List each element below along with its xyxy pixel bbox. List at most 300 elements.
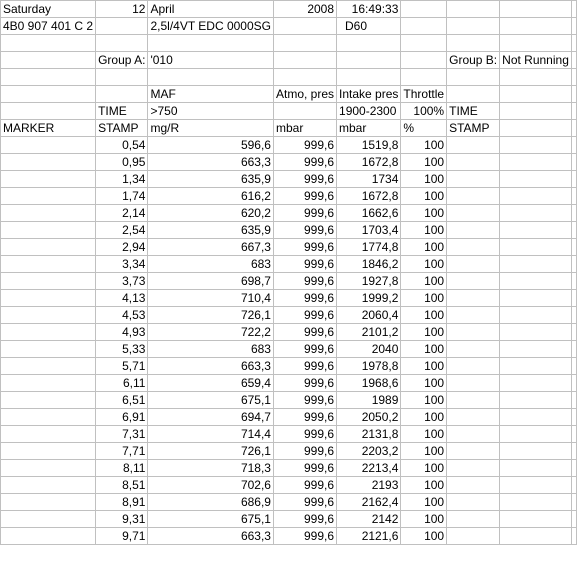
- cell-empty[interactable]: [96, 86, 148, 103]
- cell-empty[interactable]: [447, 426, 500, 443]
- cell-time-stamp[interactable]: 8,91: [96, 494, 148, 511]
- cell-maf[interactable]: 596,6: [148, 137, 274, 154]
- table-row: [1, 154, 577, 171]
- cell-empty[interactable]: [500, 426, 572, 443]
- cell-group-a-label[interactable]: Group A:: [96, 52, 148, 69]
- cell-empty[interactable]: [1, 256, 96, 273]
- cell-intake[interactable]: 2162,4: [337, 494, 401, 511]
- cell-empty[interactable]: [447, 86, 500, 103]
- cell-throttle[interactable]: 100: [401, 256, 447, 273]
- cell-year[interactable]: 2008: [273, 1, 336, 18]
- table-row: [1, 290, 577, 307]
- cell-empty[interactable]: [447, 375, 500, 392]
- table-row: [1, 307, 577, 324]
- cell-empty[interactable]: [447, 358, 500, 375]
- cell-intake-spec[interactable]: 1900-2300: [337, 103, 401, 120]
- cell-empty[interactable]: [447, 222, 500, 239]
- cell-empty[interactable]: [447, 188, 500, 205]
- table-row: [1, 171, 577, 188]
- col-stamp-b[interactable]: STAMP: [447, 120, 500, 137]
- cell-time-stamp[interactable]: 7,31: [96, 426, 148, 443]
- cell-time-stamp[interactable]: 2,14: [96, 205, 148, 222]
- cell-maf[interactable]: 616,2: [148, 188, 274, 205]
- cell-time-stamp[interactable]: 6,51: [96, 392, 148, 409]
- cell-maf[interactable]: 702,6: [148, 477, 274, 494]
- cell-empty[interactable]: [571, 256, 576, 273]
- header-row-2: [1, 18, 577, 35]
- table-row: [1, 460, 577, 477]
- cell-empty[interactable]: [273, 18, 336, 35]
- cell-intake[interactable]: 1999,2: [337, 290, 401, 307]
- group-row: [1, 52, 577, 69]
- cell-empty[interactable]: [500, 1, 572, 18]
- cell-empty[interactable]: [401, 18, 447, 35]
- table-row: [1, 409, 577, 426]
- cell-empty[interactable]: [500, 324, 572, 341]
- cell-intake[interactable]: 1734: [337, 171, 401, 188]
- cell-maf[interactable]: 675,1: [148, 511, 274, 528]
- cell-empty[interactable]: [571, 239, 576, 256]
- cell-empty[interactable]: [571, 18, 576, 35]
- cell-atmo[interactable]: 999,6: [273, 477, 336, 494]
- cell-empty[interactable]: [1, 86, 96, 103]
- cell-empty[interactable]: [447, 528, 500, 545]
- cell-time-stamp[interactable]: 4,93: [96, 324, 148, 341]
- cell-empty[interactable]: [447, 239, 500, 256]
- cell-atmo[interactable]: 999,6: [273, 375, 336, 392]
- cell-empty[interactable]: [1, 273, 96, 290]
- cell-empty[interactable]: [571, 341, 576, 358]
- col-marker[interactable]: MARKER: [1, 120, 96, 137]
- table-row: [1, 324, 577, 341]
- cell-maf[interactable]: 663,3: [148, 154, 274, 171]
- cell-empty[interactable]: [500, 256, 572, 273]
- cell-atmo[interactable]: 999,6: [273, 205, 336, 222]
- cell-empty[interactable]: [571, 273, 576, 290]
- cell-empty[interactable]: [401, 1, 447, 18]
- cell-empty[interactable]: [500, 392, 572, 409]
- cell-maf[interactable]: 659,4: [148, 375, 274, 392]
- cell-maf[interactable]: 698,7: [148, 273, 274, 290]
- cell-maf[interactable]: 726,1: [148, 307, 274, 324]
- cell-intake[interactable]: 1703,4: [337, 222, 401, 239]
- cell-empty[interactable]: [1, 239, 96, 256]
- cell-time-stamp[interactable]: 5,33: [96, 341, 148, 358]
- cell-intake[interactable]: 1978,8: [337, 358, 401, 375]
- cell-intake[interactable]: 2060,4: [337, 307, 401, 324]
- cell-empty[interactable]: [1, 154, 96, 171]
- cell-maf[interactable]: 686,9: [148, 494, 274, 511]
- cell-empty[interactable]: [500, 103, 572, 120]
- cell-maf[interactable]: 635,9: [148, 222, 274, 239]
- cell-group-b-value[interactable]: Not Running: [500, 52, 572, 69]
- cell-empty[interactable]: [1, 137, 96, 154]
- table-row: [1, 426, 577, 443]
- cell-empty[interactable]: [1, 341, 96, 358]
- table-row: [1, 188, 577, 205]
- cell-intake[interactable]: 2121,6: [337, 528, 401, 545]
- cell-empty[interactable]: [500, 443, 572, 460]
- cell-time-stamp[interactable]: 6,11: [96, 375, 148, 392]
- cell-empty[interactable]: [571, 443, 576, 460]
- cell-intake[interactable]: 1968,6: [337, 375, 401, 392]
- cell-atmo-unit[interactable]: mbar: [273, 120, 336, 137]
- cell-empty[interactable]: [500, 120, 572, 137]
- col-time[interactable]: TIME: [96, 103, 148, 120]
- cell-empty[interactable]: [500, 341, 572, 358]
- cell-empty[interactable]: [571, 52, 576, 69]
- cell-atmo[interactable]: 999,6: [273, 511, 336, 528]
- cell-maf-spec[interactable]: >750: [148, 103, 274, 120]
- cell-time-stamp[interactable]: 6,91: [96, 409, 148, 426]
- cell-empty[interactable]: [571, 477, 576, 494]
- cell-engine-code[interactable]: [337, 18, 401, 35]
- cell-maf[interactable]: 722,2: [148, 324, 274, 341]
- cell-atmo[interactable]: 999,6: [273, 426, 336, 443]
- cell-empty[interactable]: [1, 494, 96, 511]
- cell-empty[interactable]: [1, 188, 96, 205]
- cell-intake[interactable]: 1672,8: [337, 188, 401, 205]
- cell-empty[interactable]: [447, 511, 500, 528]
- cell-empty[interactable]: [447, 137, 500, 154]
- cell-empty[interactable]: [500, 86, 572, 103]
- cell-throttle[interactable]: 100: [401, 341, 447, 358]
- cell-empty[interactable]: [447, 256, 500, 273]
- cell-atmo[interactable]: 999,6: [273, 358, 336, 375]
- cell-intake[interactable]: 1989: [337, 392, 401, 409]
- cell-empty[interactable]: [273, 103, 336, 120]
- cell-throttle[interactable]: 100: [401, 273, 447, 290]
- cell-time-stamp[interactable]: 1,74: [96, 188, 148, 205]
- cell-atmo[interactable]: 999,6: [273, 341, 336, 358]
- cell-maf[interactable]: 683: [148, 256, 274, 273]
- cell-empty[interactable]: [401, 52, 447, 69]
- cell-empty[interactable]: [500, 460, 572, 477]
- cell-date-num[interactable]: 12: [96, 1, 148, 18]
- cell-empty[interactable]: [447, 324, 500, 341]
- cell-empty[interactable]: [1, 324, 96, 341]
- cell-empty[interactable]: [1, 426, 96, 443]
- table-row: [1, 494, 577, 511]
- cell-empty[interactable]: [571, 86, 576, 103]
- cell-empty[interactable]: [447, 443, 500, 460]
- col-throttle[interactable]: Throttle: [401, 86, 447, 103]
- spec-row: [1, 103, 577, 120]
- cell-empty[interactable]: [571, 1, 576, 18]
- cell-maf[interactable]: 620,2: [148, 205, 274, 222]
- cell-empty[interactable]: [447, 409, 500, 426]
- cell-empty[interactable]: [571, 358, 576, 375]
- cell-empty[interactable]: [500, 18, 572, 35]
- cell-throttle[interactable]: 100: [401, 171, 447, 188]
- cell-intake[interactable]: 2101,2: [337, 324, 401, 341]
- header-row-1: [1, 1, 577, 18]
- cell-atmo[interactable]: 999,6: [273, 290, 336, 307]
- table-row: [1, 137, 577, 154]
- cell-throttle[interactable]: 100: [401, 290, 447, 307]
- cell-time-stamp[interactable]: 0,54: [96, 137, 148, 154]
- cell-atmo[interactable]: 999,6: [273, 154, 336, 171]
- cell-empty[interactable]: [500, 511, 572, 528]
- cell-maf[interactable]: 667,3: [148, 239, 274, 256]
- cell-throttle[interactable]: 100: [401, 511, 447, 528]
- cell-time[interactable]: 16:49:33: [337, 1, 401, 18]
- table-row: [1, 222, 577, 239]
- cell-empty[interactable]: [447, 341, 500, 358]
- cell-empty[interactable]: [447, 273, 500, 290]
- cell-maf[interactable]: 675,1: [148, 392, 274, 409]
- cell-atmo[interactable]: 999,6: [273, 392, 336, 409]
- cell-maf[interactable]: 663,3: [148, 358, 274, 375]
- col-time-b[interactable]: TIME: [447, 103, 500, 120]
- cell-empty[interactable]: [500, 477, 572, 494]
- cell-empty[interactable]: [500, 188, 572, 205]
- cell-atmo[interactable]: 999,6: [273, 460, 336, 477]
- cell-empty[interactable]: [571, 511, 576, 528]
- cell-empty[interactable]: [500, 409, 572, 426]
- cell-empty[interactable]: [447, 290, 500, 307]
- cell-empty[interactable]: [447, 1, 500, 18]
- cell-atmo[interactable]: 999,6: [273, 137, 336, 154]
- cell-empty[interactable]: [1, 443, 96, 460]
- cell-atmo[interactable]: 999,6: [273, 494, 336, 511]
- cell-empty[interactable]: [571, 290, 576, 307]
- cell-atmo[interactable]: 999,6: [273, 273, 336, 290]
- table-row: [1, 358, 577, 375]
- cell-intake[interactable]: 1774,8: [337, 239, 401, 256]
- cell-atmo[interactable]: 999,6: [273, 239, 336, 256]
- cell-atmo[interactable]: 999,6: [273, 307, 336, 324]
- cell-empty[interactable]: [571, 426, 576, 443]
- cell-intake[interactable]: 1519,8: [337, 137, 401, 154]
- cell-empty[interactable]: [1, 477, 96, 494]
- cell-maf[interactable]: 714,4: [148, 426, 274, 443]
- cell-time-stamp[interactable]: 2,54: [96, 222, 148, 239]
- column-name-row: [1, 86, 577, 103]
- cell-empty[interactable]: [500, 137, 572, 154]
- col-intake[interactable]: Intake pres: [337, 86, 401, 103]
- table-row: [1, 341, 577, 358]
- cell-throttle[interactable]: 100: [401, 494, 447, 511]
- cell-empty[interactable]: [571, 409, 576, 426]
- cell-time-stamp[interactable]: 3,34: [96, 256, 148, 273]
- cell-empty[interactable]: [571, 205, 576, 222]
- cell-intake[interactable]: 2131,8: [337, 426, 401, 443]
- cell-intake-unit[interactable]: mbar: [337, 120, 401, 137]
- cell-empty[interactable]: [571, 171, 576, 188]
- cell-empty[interactable]: [447, 18, 500, 35]
- col-atmo[interactable]: Atmo, pres: [273, 86, 336, 103]
- cell-intake[interactable]: 1846,2: [337, 256, 401, 273]
- cell-empty[interactable]: [447, 154, 500, 171]
- cell-atmo[interactable]: 999,6: [273, 171, 336, 188]
- cell-empty[interactable]: [500, 273, 572, 290]
- cell-empty[interactable]: [1, 358, 96, 375]
- cell-empty[interactable]: [447, 460, 500, 477]
- cell-time-stamp[interactable]: 9,71: [96, 528, 148, 545]
- cell-time-stamp[interactable]: 8,51: [96, 477, 148, 494]
- cell-atmo[interactable]: 999,6: [273, 188, 336, 205]
- cell-empty[interactable]: [500, 358, 572, 375]
- cell-empty[interactable]: [447, 171, 500, 188]
- col-stamp[interactable]: STAMP: [96, 120, 148, 137]
- cell-empty[interactable]: [337, 52, 401, 69]
- cell-intake[interactable]: 1672,8: [337, 154, 401, 171]
- cell-atmo[interactable]: 999,6: [273, 443, 336, 460]
- table-row: [1, 511, 577, 528]
- cell-intake[interactable]: 2050,2: [337, 409, 401, 426]
- cell-group-a-value[interactable]: '010: [148, 52, 274, 69]
- cell-intake[interactable]: 2213,4: [337, 460, 401, 477]
- table-row: [1, 205, 577, 222]
- cell-empty[interactable]: [1, 222, 96, 239]
- cell-empty[interactable]: [1, 409, 96, 426]
- cell-empty[interactable]: [500, 307, 572, 324]
- cell-time-stamp[interactable]: 1,34: [96, 171, 148, 188]
- table-row: [1, 477, 577, 494]
- cell-empty[interactable]: [571, 188, 576, 205]
- cell-maf[interactable]: 663,3: [148, 528, 274, 545]
- cell-throttle[interactable]: 100: [401, 460, 447, 477]
- cell-throttle[interactable]: 100: [401, 239, 447, 256]
- cell-atmo[interactable]: 999,6: [273, 256, 336, 273]
- cell-time-stamp[interactable]: 7,71: [96, 443, 148, 460]
- cell-empty[interactable]: [571, 103, 576, 120]
- cell-empty[interactable]: [571, 392, 576, 409]
- cell-maf-unit[interactable]: mg/R: [148, 120, 274, 137]
- cell-empty[interactable]: [273, 52, 336, 69]
- cell-throttle-unit[interactable]: %: [401, 120, 447, 137]
- cell-time-stamp[interactable]: 4,53: [96, 307, 148, 324]
- cell-empty[interactable]: [1, 460, 96, 477]
- cell-throttle[interactable]: 100: [401, 375, 447, 392]
- cell-empty[interactable]: [1, 307, 96, 324]
- cell-intake[interactable]: 2193: [337, 477, 401, 494]
- cell-empty[interactable]: [500, 494, 572, 511]
- cell-empty[interactable]: [1, 528, 96, 545]
- cell-month[interactable]: April: [148, 1, 274, 18]
- cell-time-stamp[interactable]: 0,95: [96, 154, 148, 171]
- cell-empty[interactable]: [1, 52, 96, 69]
- cell-maf[interactable]: 694,7: [148, 409, 274, 426]
- cell-maf[interactable]: 683: [148, 341, 274, 358]
- cell-empty[interactable]: [571, 137, 576, 154]
- cell-empty[interactable]: [500, 171, 572, 188]
- cell-time-stamp[interactable]: 2,94: [96, 239, 148, 256]
- cell-empty[interactable]: [500, 239, 572, 256]
- cell-throttle[interactable]: 100: [401, 324, 447, 341]
- cell-empty[interactable]: [1, 511, 96, 528]
- cell-empty[interactable]: [500, 205, 572, 222]
- cell-empty[interactable]: [1, 375, 96, 392]
- cell-empty[interactable]: [447, 307, 500, 324]
- cell-part-number[interactable]: 4B0 907 401 C 2: [1, 18, 96, 35]
- cell-maf[interactable]: 710,4: [148, 290, 274, 307]
- cell-time-stamp[interactable]: 8,11: [96, 460, 148, 477]
- col-maf[interactable]: MAF: [148, 86, 274, 103]
- engine-code-text: D60: [345, 19, 368, 33]
- cell-empty[interactable]: [500, 290, 572, 307]
- cell-throttle[interactable]: 100: [401, 528, 447, 545]
- cell-empty[interactable]: [571, 120, 576, 137]
- table-row: [1, 273, 577, 290]
- cell-empty[interactable]: [571, 307, 576, 324]
- cell-empty[interactable]: [1, 205, 96, 222]
- cell-empty[interactable]: [571, 494, 576, 511]
- table-row: [1, 256, 577, 273]
- cell-throttle[interactable]: 100: [401, 137, 447, 154]
- cell-throttle[interactable]: 100: [401, 392, 447, 409]
- cell-atmo[interactable]: 999,6: [273, 222, 336, 239]
- cell-time-stamp[interactable]: 5,71: [96, 358, 148, 375]
- cell-empty[interactable]: [500, 222, 572, 239]
- cell-empty[interactable]: [571, 375, 576, 392]
- cell-throttle[interactable]: 100: [401, 358, 447, 375]
- cell-maf[interactable]: 726,1: [148, 443, 274, 460]
- cell-empty[interactable]: [1, 290, 96, 307]
- cell-empty[interactable]: [447, 477, 500, 494]
- cell-throttle[interactable]: 100: [401, 188, 447, 205]
- cell-empty[interactable]: [500, 528, 572, 545]
- cell-throttle[interactable]: 100: [401, 222, 447, 239]
- cell-throttle[interactable]: 100: [401, 307, 447, 324]
- cell-group-b-label[interactable]: Group B:: [447, 52, 500, 69]
- cell-intake[interactable]: 1927,8: [337, 273, 401, 290]
- cell-empty[interactable]: [571, 528, 576, 545]
- cell-atmo[interactable]: 999,6: [273, 324, 336, 341]
- cell-engine[interactable]: 2,5l/4VT EDC 0000SG: [148, 18, 274, 35]
- cell-intake[interactable]: 2142: [337, 511, 401, 528]
- cell-empty[interactable]: [447, 205, 500, 222]
- cell-empty[interactable]: [500, 154, 572, 171]
- cell-empty[interactable]: [571, 460, 576, 477]
- cell-time-stamp[interactable]: 9,31: [96, 511, 148, 528]
- cell-empty[interactable]: [96, 18, 148, 35]
- cell-maf[interactable]: 718,3: [148, 460, 274, 477]
- cell-empty[interactable]: [500, 375, 572, 392]
- cell-throttle[interactable]: 100: [401, 205, 447, 222]
- cell-empty[interactable]: [447, 494, 500, 511]
- table-row: [1, 528, 577, 545]
- cell-empty[interactable]: [447, 392, 500, 409]
- cell-maf[interactable]: 635,9: [148, 171, 274, 188]
- table-row: [1, 375, 577, 392]
- cell-day[interactable]: Saturday: [1, 1, 96, 18]
- cell-empty[interactable]: [1, 103, 96, 120]
- cell-throttle[interactable]: 100: [401, 443, 447, 460]
- cell-intake[interactable]: 1662,6: [337, 205, 401, 222]
- cell-throttle[interactable]: 100: [401, 154, 447, 171]
- cell-atmo[interactable]: 999,6: [273, 409, 336, 426]
- cell-atmo[interactable]: 999,6: [273, 528, 336, 545]
- cell-time-stamp[interactable]: 4,13: [96, 290, 148, 307]
- cell-empty[interactable]: [1, 171, 96, 188]
- empty-row: [1, 35, 577, 52]
- cell-throttle[interactable]: 100: [401, 426, 447, 443]
- cell-empty[interactable]: [571, 222, 576, 239]
- cell-intake[interactable]: 2203,2: [337, 443, 401, 460]
- empty-row: [1, 69, 577, 86]
- unit-row: [1, 120, 577, 137]
- cell-empty[interactable]: [571, 324, 576, 341]
- cell-throttle[interactable]: 100: [401, 409, 447, 426]
- cell-time-stamp[interactable]: 3,73: [96, 273, 148, 290]
- cell-throttle[interactable]: 100: [401, 477, 447, 494]
- cell-intake[interactable]: 2040: [337, 341, 401, 358]
- cell-throttle-spec[interactable]: 100%: [401, 103, 447, 120]
- cell-empty[interactable]: [571, 154, 576, 171]
- cell-empty[interactable]: [1, 392, 96, 409]
